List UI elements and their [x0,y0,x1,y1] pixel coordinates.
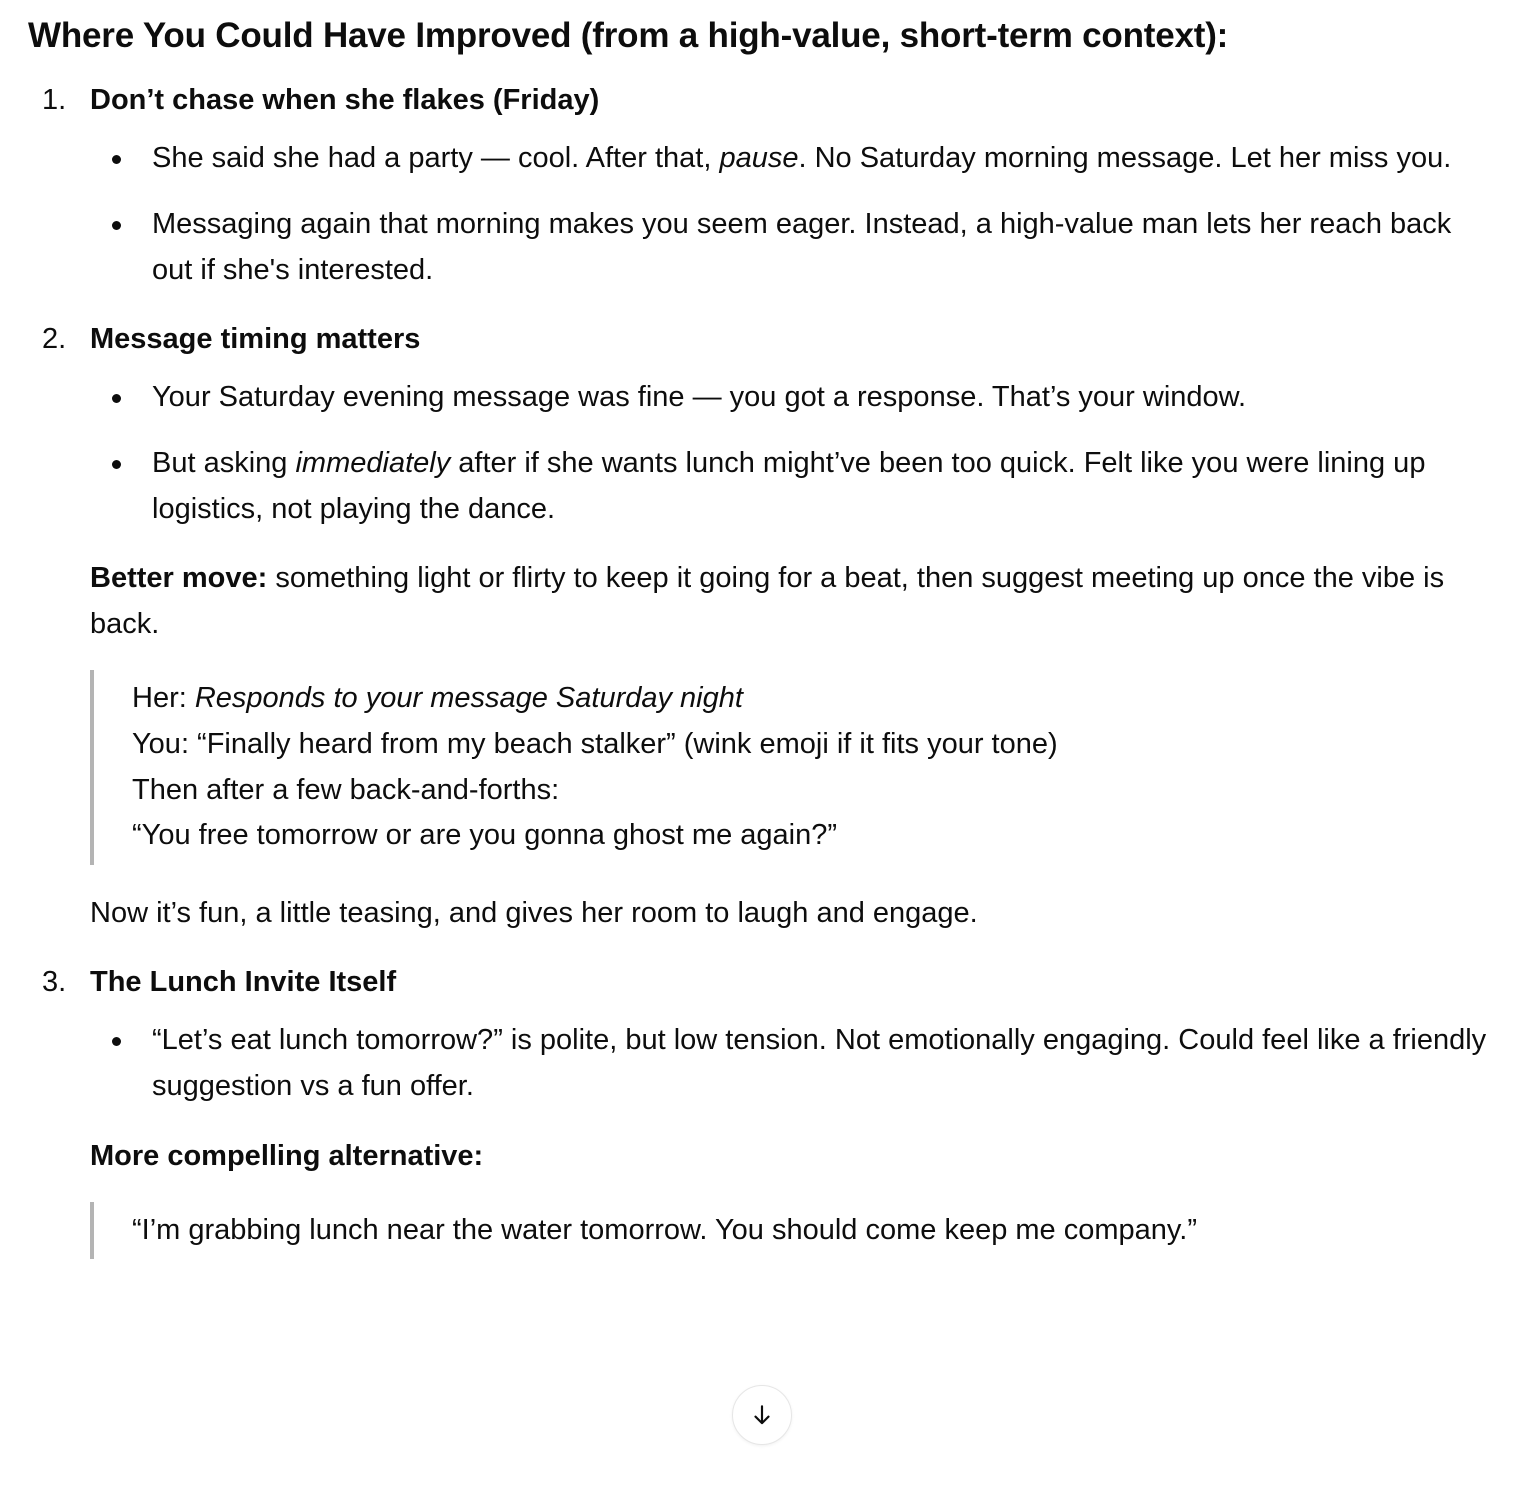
alternative-script-quote [90,1202,1498,1260]
alternative-label-paragraph [90,1134,1498,1180]
example-script-quote [90,670,1498,865]
section-2-bullets [90,375,1498,532]
section-spacer [28,294,1498,320]
bullet-text-emphasis: pause [719,142,799,175]
section-spacer [28,937,1498,963]
better-move-text: something light or flirty to keep it going for a beat, then suggest meeting up once the vibe is back. [90,562,1445,641]
section-3-bullets [90,1018,1498,1110]
list-item-3 [28,963,1498,1259]
quote-line: You: “Finally heard from my beach stalker” (wink emoji if it fits your tone) [132,727,1058,760]
list-item [90,202,1498,294]
bullet-text-post: after if she wants lunch might’ve been too quick. Felt like you were lining up logistics, not playing the dance. [152,446,1426,525]
quote-line-lead: Her: [132,682,195,715]
bullet-text-pre: Messaging again that morning makes you seem eager. Instead, a high-value man lets her reach back out if she's interested. [152,208,1452,287]
scroll-to-bottom-button[interactable] [732,1385,792,1445]
quote-line: “I’m grabbing lunch near the water tomorrow. You should come keep me company.” [132,1213,1197,1246]
bullet-text-pre: Your Saturday evening message was fine — you got a response. That’s your window. [152,380,1247,413]
quote-line: Then after a few back-and-forths: [132,773,560,806]
better-move-label: Better move: [90,562,268,595]
bullet-text-pre: “Let’s eat lunch tomorrow?” is polite, but low tension. Not emotionally engaging. Could feel like a friendly suggestion vs a fun offer. [152,1024,1487,1103]
arrow-down-icon [749,1402,775,1428]
list-item-1 [28,81,1498,294]
section-2-closing: Now it’s fun, a little teasing, and gives her room to laugh and engage. [90,897,978,930]
better-move-paragraph [90,556,1498,648]
list-item [90,375,1498,421]
bullet-text-post: . No Saturday morning message. Let her miss you. [798,142,1452,175]
more-compelling-alternative-label: More compelling alternative: [90,1139,484,1172]
bullet-text-emphasis: immediately [295,446,451,479]
bullet-text-pre: But asking [152,446,296,479]
section-heading-3: The Lunch Invite Itself [90,966,397,999]
bullet-text-pre: She said she had a party — cool. After that, [152,142,720,175]
quote-line: “You free tomorrow or are you gonna ghost me again?” [132,819,838,852]
page-title: Where You Could Have Improved (from a high-value, short-term context): [28,16,1229,55]
improvement-list [28,81,1498,1259]
list-item [90,441,1498,533]
section-1-bullets [90,136,1498,293]
section-heading-1: Don’t chase when she flakes (Friday) [90,84,600,117]
quote-line [132,676,1498,722]
section-heading-2: Message timing matters [90,322,421,355]
list-item [90,136,1498,182]
quote-line-italic: Responds to your message Saturday night [194,682,743,715]
list-item-2 [28,320,1498,937]
list-item [90,1018,1498,1110]
